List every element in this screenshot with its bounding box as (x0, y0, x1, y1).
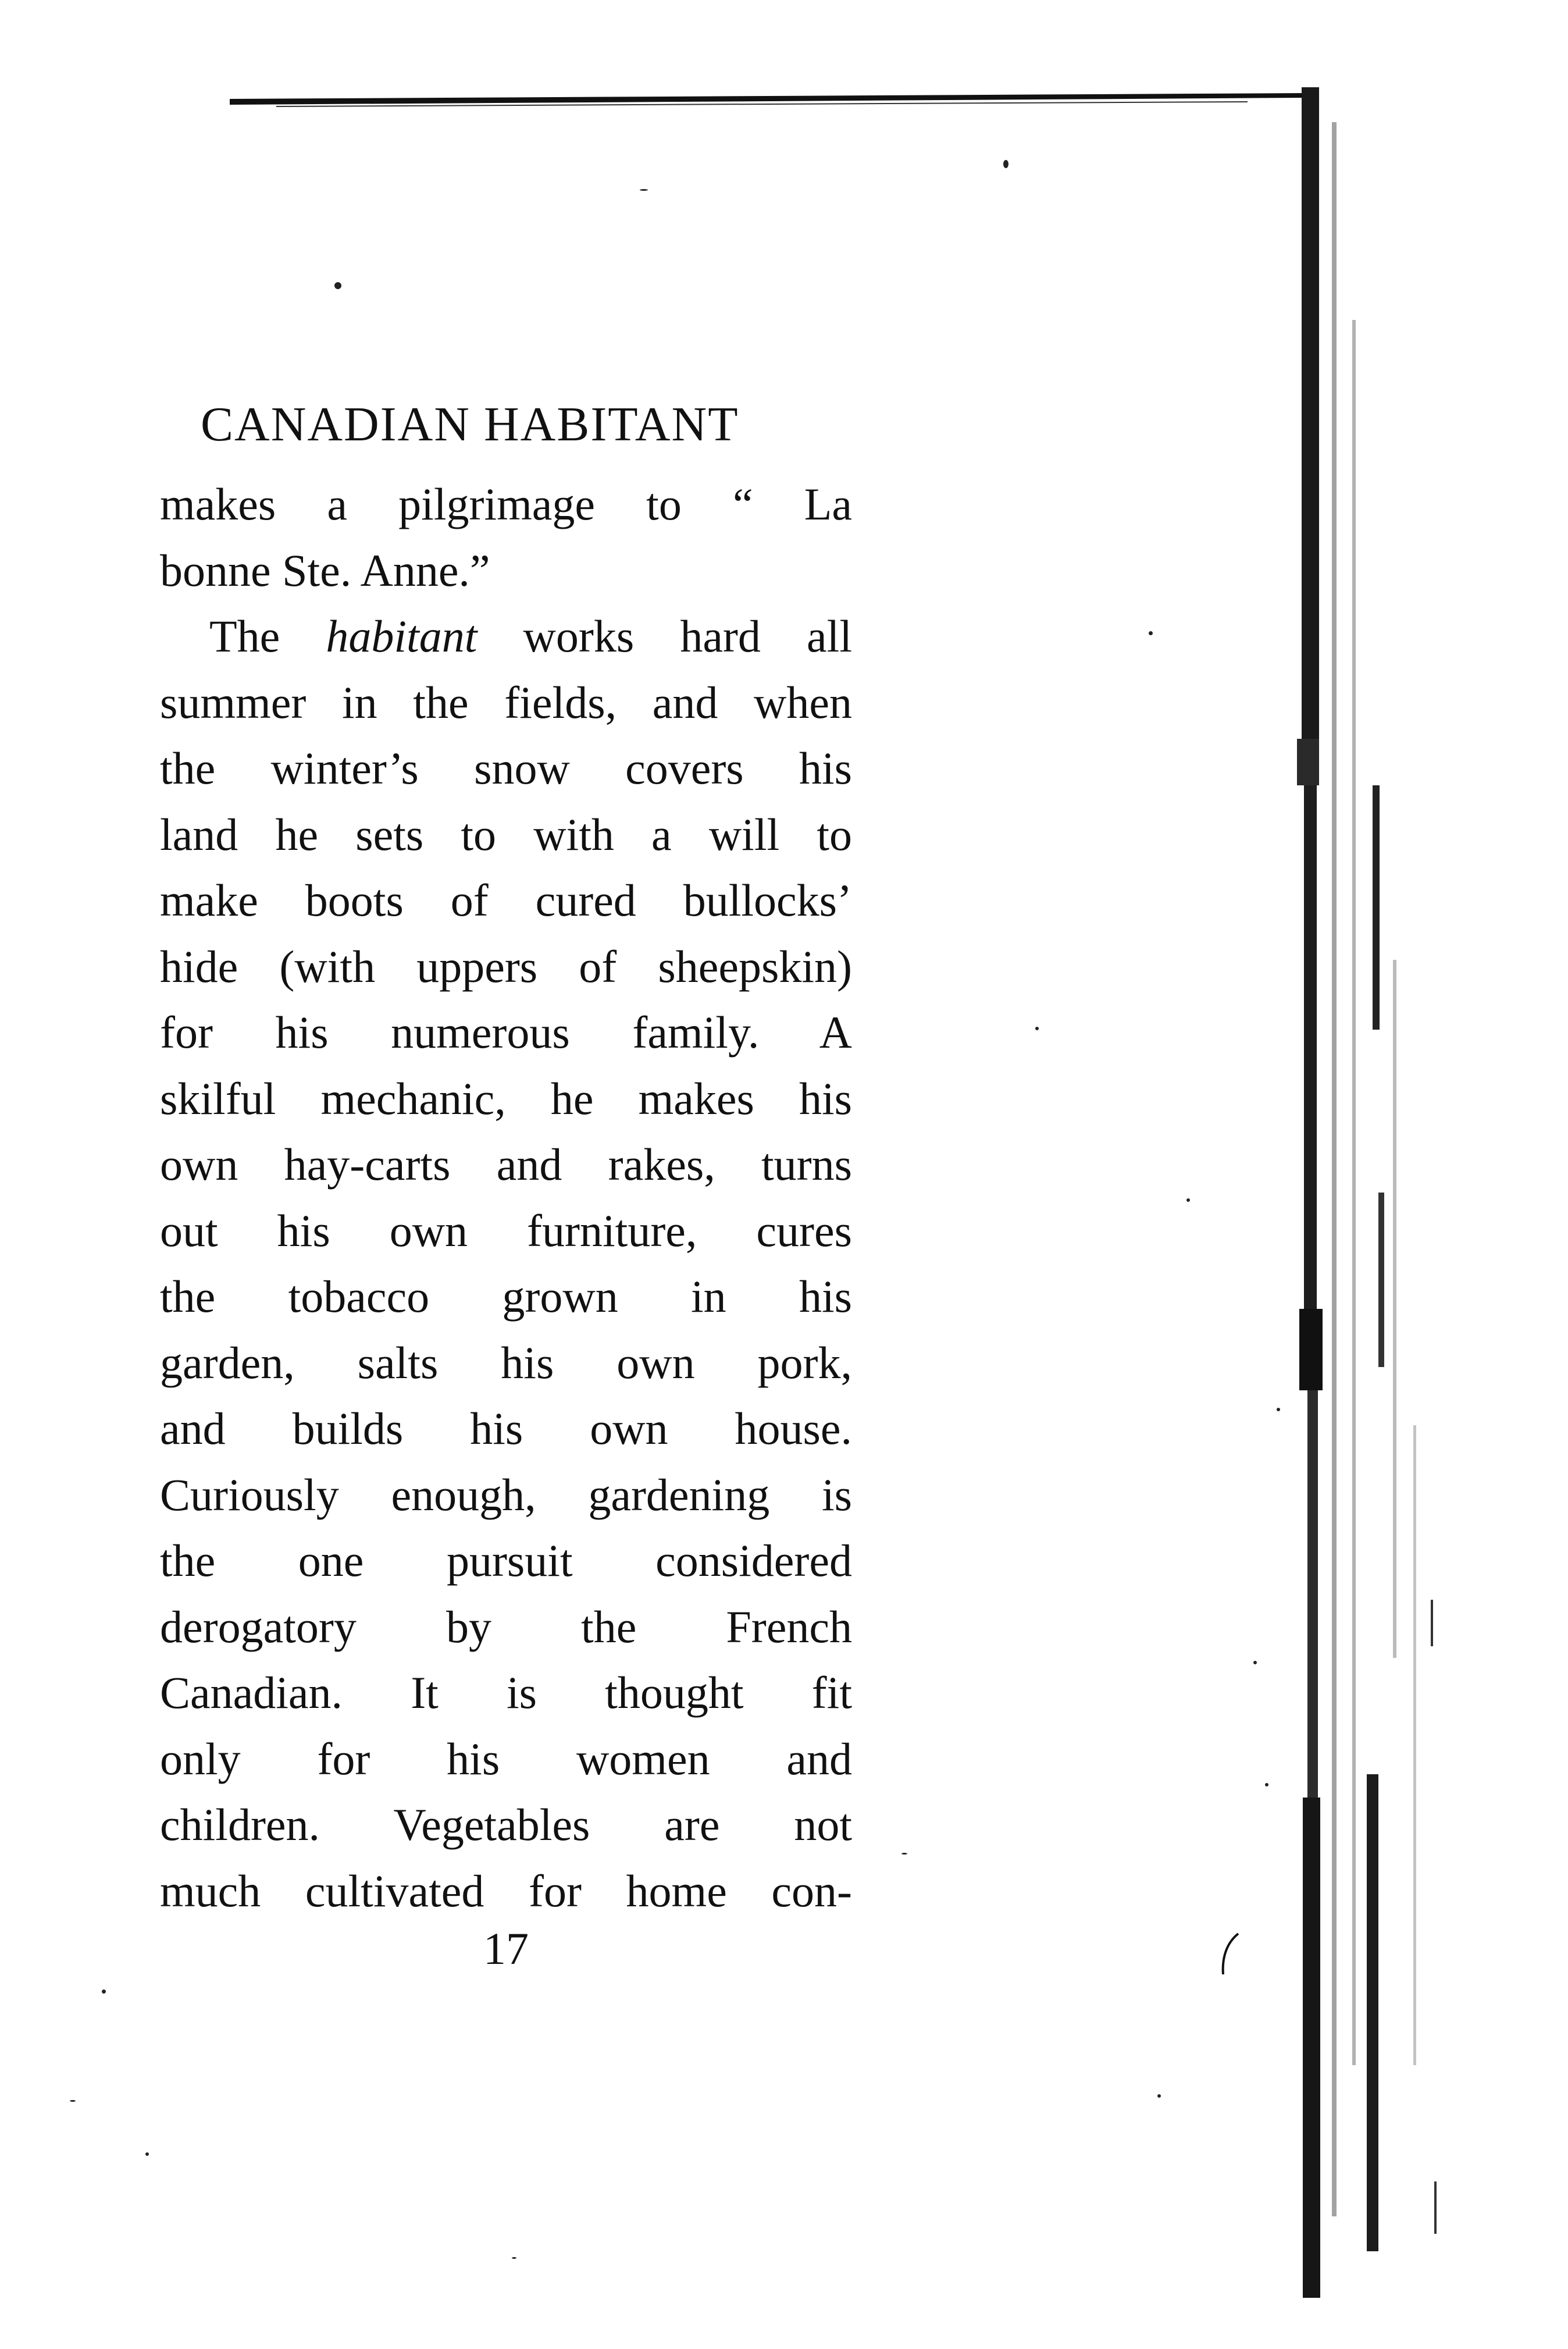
text-line: out his own furniture, cures (160, 1205, 852, 1256)
text-line: for his numerous family. A (160, 1007, 852, 1058)
scan-speck (145, 2152, 149, 2156)
running-head: CANADIAN HABITANT (201, 397, 739, 451)
body-text (160, 471, 852, 1924)
scan-speck (1277, 1408, 1280, 1411)
text-line: Canadian. It is thought fit (160, 1667, 852, 1718)
scan-speck (1265, 1783, 1268, 1786)
text-line: children. Vegetables are not (160, 1799, 852, 1850)
text-line: make boots of cured bullocks’ (160, 875, 852, 926)
text-line: hide (with uppers of sheepskin) (160, 941, 852, 992)
text-line: bonne Ste. Anne.” (160, 544, 490, 596)
scan-speck (70, 2100, 76, 2102)
text-line: the winter’s snow covers his (160, 743, 852, 793)
text-line: much cultivated for home con- (160, 1865, 852, 1916)
scan-speck (512, 2257, 516, 2259)
text-line: own hay-carts and rakes, turns (160, 1139, 852, 1190)
scan-speck (1149, 631, 1153, 635)
text-line: only for his women and (160, 1733, 852, 1784)
text-line: and builds his own house. (160, 1403, 852, 1454)
text-fragment: The (209, 611, 326, 661)
italic-term: habitant (326, 611, 477, 661)
scan-speck (640, 189, 648, 191)
binding-edge (1291, 87, 1448, 2298)
text-line: Curiously enough, gardening is (160, 1469, 852, 1520)
text-line: garden, salts his own pork, (160, 1337, 852, 1388)
text-line: the tobacco grown in his (160, 1271, 852, 1322)
text-line: land he sets to with a will to (160, 809, 852, 860)
scan-speck (102, 1989, 106, 1994)
text-line: skilful mechanic, he makes his (160, 1073, 852, 1124)
scan-speck (1186, 1198, 1190, 1202)
scan-speck (1157, 2094, 1161, 2098)
text-line: derogatory by the French (160, 1601, 852, 1652)
text-fragment: works hard all (477, 611, 852, 661)
scan-speck (1035, 1027, 1039, 1030)
text-line: makes a pilgrimage to “ La (160, 479, 852, 529)
text-line: summer in the fields, and when (160, 677, 852, 728)
scan-speck (334, 282, 341, 289)
scan-speck (1253, 1661, 1257, 1664)
scan-speck (1003, 160, 1008, 168)
top-rule (230, 88, 1306, 111)
text-line: the one pursuit considered (160, 1535, 852, 1586)
scan-speck (901, 1853, 907, 1855)
text-line (160, 603, 852, 670)
page-number: 17 (483, 1923, 529, 1974)
pen-mark (1218, 1931, 1242, 1978)
